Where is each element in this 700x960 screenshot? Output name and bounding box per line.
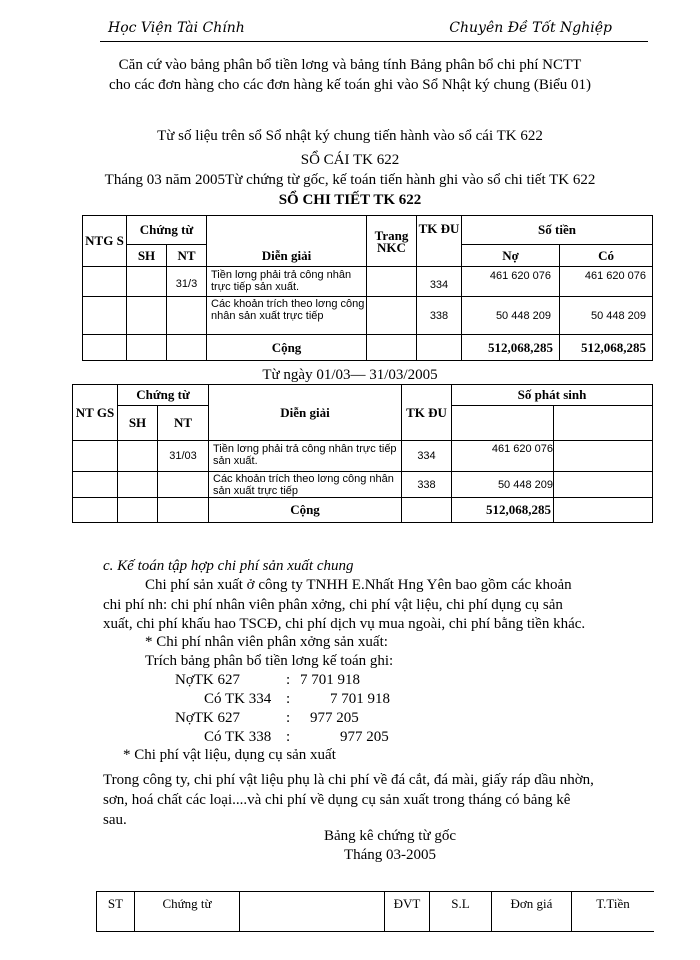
th-dvt: ĐVT xyxy=(385,892,430,932)
intro-line-2: cho các đơn hàng cho các đơn hàng kế toán ghi vào Sổ Nhật ký chung (Biểu 01) xyxy=(109,77,591,93)
so-chi-tiet-table xyxy=(72,384,653,523)
table-row xyxy=(83,297,653,335)
section-c-para-2-line-1: Trong công ty, chi phí vật liệu phụ là chi phí về đá cắt, đá mài, giấy ráp dầu nhờn, xyxy=(103,772,594,788)
entry-value: 977 205 xyxy=(310,710,359,726)
entry-sep: : xyxy=(286,710,291,726)
th-nt: NT xyxy=(167,245,207,267)
cell-dien-giai: Tiền lơng phải trả công nhân trực tiếp sản xuất. xyxy=(209,441,402,472)
header-institution: Học Viện Tài Chính xyxy=(108,20,245,36)
section-c-heading: c. Kế toán tập hợp chi phí sản xuất chung xyxy=(103,558,354,574)
so-chi-tiet-title: SỔ CHI TIẾT TK 622 xyxy=(278,192,422,208)
header-divider xyxy=(100,41,648,42)
entry-label: Có TK 334 xyxy=(204,691,272,707)
th-chung-tu: Chứng từ xyxy=(127,216,207,245)
entry-label: NợTK 627 xyxy=(175,672,241,688)
cell-tk: 338 xyxy=(402,472,452,498)
table-row xyxy=(73,441,653,472)
section-c-para-1-line-2: chi phí nh: chi phí nhân viên phân xởng, chi phí vật liệu, chi phí dụng cụ sản xyxy=(103,597,563,613)
th-dien-giai: Diễn giải xyxy=(209,385,402,441)
total-co: 512,068,285 xyxy=(560,335,653,361)
th-tk-du: TK ĐU xyxy=(417,216,462,267)
cell-dien-giai: Các khoản trích theo lơng công nhân sản xuất trực tiếp xyxy=(209,472,402,498)
th-sh: SH xyxy=(127,245,167,267)
bang-ke-table xyxy=(96,891,654,932)
cell-dien-giai: Tiền lơng phải trả công nhân trực tiếp sản xuất. xyxy=(207,267,367,297)
bullet-vat-lieu: * Chi phí vật liệu, dụng cụ sản xuất xyxy=(123,747,336,763)
th-so-luong: S.L xyxy=(430,892,492,932)
entry-sep: : xyxy=(286,672,291,688)
bullet-nhan-vien: * Chi phí nhân viên phân xởng sản xuất: xyxy=(145,634,388,650)
th-nt: NT xyxy=(158,406,209,441)
so-cai-table xyxy=(82,215,653,361)
section-c-para-1-line-1: Chi phí sản xuất ở công ty TNHH E.Nhất Hng Yên bao gồm các khoản xyxy=(145,577,572,593)
entry-value: 7 701 918 xyxy=(330,691,390,707)
bang-ke-table-clip xyxy=(96,891,654,960)
th-stt: ST xyxy=(97,892,135,932)
entry-value: 7 701 918 xyxy=(300,672,360,688)
period-line: Từ ngày 01/03— 31/03/2005 xyxy=(262,367,438,383)
header-doc-type: Chuyên Đề Tốt Nghiệp xyxy=(449,20,612,36)
th-so-phat-sinh: Số phát sinh xyxy=(452,385,653,406)
cell-nt: 31/03 xyxy=(158,441,209,472)
th-chung-tu: Chứng từ xyxy=(135,892,240,932)
entry-label: Có TK 338 xyxy=(204,729,272,745)
cell-no: 50 448 209 xyxy=(462,297,560,335)
cell-nt xyxy=(167,297,207,335)
th-co: Có xyxy=(560,245,653,267)
cell-co: 50 448 209 xyxy=(560,297,653,335)
bang-ke-title: Bảng kê chứng từ gốc xyxy=(323,828,457,844)
total-row xyxy=(83,335,653,361)
section-c-para-2-line-3: sau. xyxy=(103,812,127,828)
total-label: Cộng xyxy=(209,498,402,523)
entry-sep: : xyxy=(286,729,291,745)
th-so-tien: Số tiền xyxy=(462,216,653,245)
th-dien-giai: Diễn giải xyxy=(207,216,367,267)
th-thanh-tien: T.Tiền xyxy=(572,892,655,932)
th-chung-tu: Chứng từ xyxy=(118,385,209,406)
cell-tk: 334 xyxy=(402,441,452,472)
entry-value: 977 205 xyxy=(340,729,389,745)
section-c-para-2-line-2: sơn, hoá chất các loại....và chi phí về dụng cụ sản xuất trong tháng có bảng kê xyxy=(103,792,571,808)
entry-label: NợTK 627 xyxy=(175,710,241,726)
cell-tk: 334 xyxy=(417,267,462,297)
total-no: 512,068,285 xyxy=(462,335,560,361)
th-sh: SH xyxy=(118,406,158,441)
cell-nt xyxy=(158,472,209,498)
cell-co: 461 620 076 xyxy=(560,267,653,297)
intro-line-1: Căn cứ vào bảng phân bổ tiền lơng và bảng tính Bảng phân bổ chi phí NCTT xyxy=(118,57,582,73)
cell-amount: 50 448 209 xyxy=(452,472,554,498)
intro-line-3: Từ số liệu trên sổ Sổ nhật ký chung tiến hành vào sổ cái TK 622 xyxy=(157,128,543,144)
total-row xyxy=(73,498,653,523)
th-don-gia: Đơn giá xyxy=(492,892,572,932)
bang-ke-month: Tháng 03-2005 xyxy=(343,847,437,863)
trich-line: Trích bảng phân bổ tiền lơng kế toán ghi: xyxy=(145,653,394,669)
section-c-para-1-line-3: xuất, chi phí khấu hao TSCĐ, chi phí dịch vụ mua ngoài, chi phí bằng tiền khác. xyxy=(103,616,586,632)
cell-nt: 31/3 xyxy=(167,267,207,297)
entry-sep: : xyxy=(286,691,291,707)
th-no: Nợ xyxy=(462,245,560,267)
th-tk-du: TK ĐU xyxy=(402,385,452,441)
so-cai-title: SỔ CÁI TK 622 xyxy=(300,152,400,168)
so-cai-subtitle: Tháng 03 năm 2005Từ chứng từ gốc, kế toán tiến hành ghi vào sổ chi tiết TK 622 xyxy=(104,172,596,188)
cell-no: 461 620 076 xyxy=(462,267,560,297)
total-amount: 512,068,285 xyxy=(452,498,554,523)
cell-dien-giai: Các khoản trích theo lơng công nhân sản xuất trực tiếp xyxy=(207,297,367,335)
cell-amount: 461 620 076 xyxy=(452,441,554,472)
total-label: Cộng xyxy=(207,335,367,361)
cell-tk: 338 xyxy=(417,297,462,335)
table-row xyxy=(83,267,653,297)
th-blank xyxy=(240,892,385,932)
th-ntgs: NT GS xyxy=(73,385,118,441)
th-trang-nkc: Trang NKC xyxy=(367,216,417,267)
table-row xyxy=(73,472,653,498)
th-ntgs: NTG S xyxy=(83,216,127,267)
